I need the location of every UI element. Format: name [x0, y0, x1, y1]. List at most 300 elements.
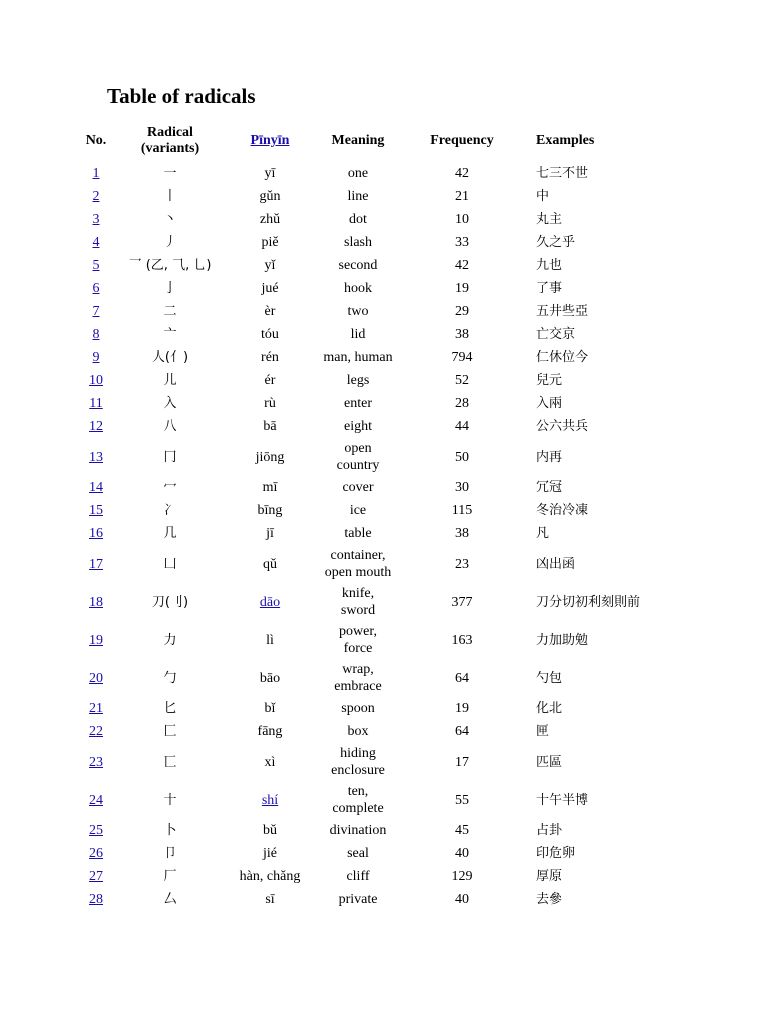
- cell-pinyin: [222, 720, 318, 743]
- cell-pinyin: [222, 346, 318, 369]
- cell-examples: 七三不世: [536, 166, 589, 181]
- table-row: [74, 697, 716, 720]
- cell-meaning: [318, 583, 398, 621]
- cell-pinyin: [222, 254, 318, 277]
- meaning-line: country: [336, 458, 380, 473]
- cell-examples: 刀分切初利刻則前: [536, 594, 641, 610]
- cell-no: [74, 438, 118, 476]
- meaning-line: spoon: [341, 701, 375, 716]
- cell-examples: 内再: [536, 449, 563, 465]
- cell-examples: 占卦: [536, 823, 563, 838]
- cell-meaning: [318, 819, 398, 842]
- radical-number-link[interactable]: 17: [89, 556, 103, 572]
- pinyin-text: jié: [263, 846, 277, 861]
- cell-no: [74, 323, 118, 346]
- cell-no: [74, 208, 118, 231]
- table-row: [74, 323, 716, 346]
- cell-frequency: 23: [455, 556, 469, 572]
- cell-no: [74, 499, 118, 522]
- cell-pinyin: [222, 888, 318, 911]
- table-row: [74, 162, 716, 185]
- cell-pinyin: [222, 438, 318, 476]
- cell-pinyin: [222, 743, 318, 781]
- cell-no: [74, 842, 118, 865]
- cell-examples: 中: [536, 189, 550, 204]
- cell-radical: 十: [163, 792, 177, 808]
- radical-number-link[interactable]: 13: [89, 449, 103, 465]
- cell-no: [74, 346, 118, 369]
- cell-frequency: 42: [455, 166, 469, 181]
- cell-radical: 一: [163, 166, 177, 181]
- radical-number-link[interactable]: 10: [89, 373, 103, 388]
- cell-meaning: [318, 392, 398, 415]
- cell-examples: 兒元: [536, 373, 563, 388]
- table-row: [74, 231, 716, 254]
- pinyin-text: jué: [261, 281, 279, 296]
- table-row: [74, 583, 716, 621]
- cell-frequency: 55: [455, 792, 469, 808]
- cell-frequency: 30: [455, 480, 469, 495]
- cell-pinyin: [222, 621, 318, 659]
- cell-radical: 乛 (乙, ⺄, ⺃): [128, 258, 212, 273]
- cell-radical: 卩: [163, 846, 177, 861]
- pinyin-text: qǔ: [263, 556, 277, 572]
- meaning-line: container,: [330, 548, 386, 563]
- cell-radical: 厶: [163, 892, 177, 907]
- cell-frequency: 38: [455, 327, 469, 342]
- cell-no: [74, 277, 118, 300]
- cell-radical: 亠: [163, 327, 177, 342]
- cell-examples: 凡: [536, 526, 550, 541]
- cell-no: [74, 743, 118, 781]
- cell-frequency: 10: [455, 212, 469, 227]
- pinyin-text: hàn, chǎng: [239, 869, 301, 884]
- cell-examples: 勺包: [536, 670, 563, 686]
- meaning-line: cover: [342, 480, 374, 495]
- table-body: [74, 162, 716, 911]
- header-frequency: Frequency: [430, 133, 494, 148]
- cell-examples: 凶出函: [536, 556, 576, 572]
- table-row: [74, 659, 716, 697]
- meaning-line: wrap,: [342, 662, 374, 677]
- cell-examples: 厚原: [536, 869, 563, 884]
- radical-number-link[interactable]: 9: [92, 350, 100, 365]
- cell-pinyin: [222, 392, 318, 415]
- pinyin-text: gǔn: [259, 189, 281, 204]
- meaning-line: enclosure: [331, 763, 385, 778]
- cell-radical: 亅: [163, 281, 177, 296]
- cell-radical: 匸: [163, 754, 177, 770]
- radical-number-link[interactable]: 19: [89, 632, 103, 648]
- cell-meaning: [318, 323, 398, 346]
- table-row: [74, 254, 716, 277]
- meaning-line: one: [347, 166, 369, 181]
- pinyin-text: rén: [261, 350, 279, 365]
- meaning-line: hiding: [340, 746, 376, 761]
- cell-radical: 丿: [163, 235, 177, 250]
- cell-radical: 几: [163, 526, 177, 541]
- cell-radical: 冂: [163, 449, 177, 465]
- cell-no: [74, 720, 118, 743]
- radical-number-link[interactable]: 20: [89, 670, 103, 686]
- cell-radical: 入: [163, 396, 177, 411]
- cell-radical: 丨: [163, 189, 177, 204]
- cell-no: [74, 254, 118, 277]
- cell-radical: 二: [163, 304, 177, 319]
- meaning-line: line: [347, 189, 369, 204]
- cell-no: [74, 300, 118, 323]
- table-row: [74, 888, 716, 911]
- cell-examples: 入兩: [536, 396, 563, 411]
- cell-meaning: [318, 300, 398, 323]
- cell-examples: 五井些亞: [536, 304, 589, 319]
- pinyin-text: bīng: [257, 503, 283, 518]
- radical-number-link[interactable]: 25: [89, 823, 103, 838]
- cell-meaning: [318, 659, 398, 697]
- meaning-line: embrace: [334, 679, 382, 694]
- cell-frequency: 45: [455, 823, 469, 838]
- cell-pinyin: [222, 583, 318, 621]
- pinyin-text: rù: [264, 396, 276, 411]
- cell-meaning: [318, 865, 398, 888]
- cell-frequency: 64: [455, 724, 469, 739]
- cell-no: [74, 865, 118, 888]
- pinyin-text: mī: [262, 480, 278, 495]
- table-row: [74, 415, 716, 438]
- cell-pinyin: [222, 545, 318, 583]
- radical-number-link[interactable]: 4: [92, 235, 100, 250]
- cell-no: [74, 185, 118, 208]
- table-row: [74, 781, 716, 819]
- radical-number-link[interactable]: 22: [89, 724, 103, 739]
- cell-frequency: 64: [455, 670, 469, 686]
- radical-number-link[interactable]: 18: [89, 594, 103, 610]
- pinyin-text: bǐ: [264, 701, 276, 716]
- cell-frequency: 42: [455, 258, 469, 273]
- cell-pinyin: [222, 300, 318, 323]
- cell-meaning: [318, 545, 398, 583]
- cell-meaning: [318, 888, 398, 911]
- cell-pinyin: [222, 208, 318, 231]
- meaning-line: power,: [339, 624, 377, 639]
- table-row: [74, 621, 716, 659]
- meaning-line: seal: [347, 846, 369, 861]
- meaning-line: cliff: [346, 869, 370, 884]
- cell-pinyin: [222, 369, 318, 392]
- cell-radical: 冫: [163, 503, 177, 518]
- header-no: No.: [85, 133, 107, 148]
- meaning-line: hook: [344, 281, 372, 296]
- cell-meaning: [318, 208, 398, 231]
- pinyin-text: fāng: [257, 724, 283, 739]
- cell-meaning: [318, 743, 398, 781]
- pinyin-link[interactable]: dāo: [259, 594, 281, 610]
- header-radical: [118, 120, 222, 162]
- table-row: [74, 208, 716, 231]
- cell-radical: 勹: [163, 670, 177, 686]
- cell-examples: 久之乎: [536, 235, 576, 250]
- meaning-line: second: [338, 258, 378, 273]
- table-row: [74, 476, 716, 499]
- cell-pinyin: [222, 522, 318, 545]
- meaning-line: divination: [329, 823, 387, 838]
- cell-meaning: [318, 231, 398, 254]
- cell-meaning: [318, 277, 398, 300]
- cell-frequency: 19: [455, 281, 469, 296]
- cell-no: [74, 162, 118, 185]
- header-radical-line1: Radical: [147, 125, 193, 140]
- table-row: [74, 300, 716, 323]
- radical-number-link[interactable]: 1: [92, 166, 100, 181]
- header-radical-line2: (variants): [140, 141, 200, 156]
- meaning-line: ten,: [347, 784, 369, 799]
- cell-frequency: 21: [455, 189, 469, 204]
- pinyin-text: xì: [264, 754, 276, 770]
- pinyin-text: bā: [263, 419, 277, 434]
- cell-no: [74, 781, 118, 819]
- pinyin-text: yī: [264, 166, 276, 181]
- cell-meaning: [318, 781, 398, 819]
- table-row: [74, 865, 716, 888]
- meaning-line: sword: [340, 603, 376, 618]
- meaning-line: ice: [349, 503, 367, 518]
- cell-examples: 丸主: [536, 212, 563, 227]
- pinyin-link[interactable]: shí: [261, 792, 279, 808]
- radical-number-link[interactable]: 6: [92, 281, 100, 296]
- cell-no: [74, 415, 118, 438]
- cell-no: [74, 621, 118, 659]
- cell-no: [74, 583, 118, 621]
- pinyin-text: zhǔ: [259, 212, 281, 227]
- cell-radical: 凵: [163, 556, 177, 572]
- cell-no: [74, 819, 118, 842]
- table-row: [74, 185, 716, 208]
- cell-examples: 十午半博: [536, 792, 589, 808]
- cell-pinyin: [222, 415, 318, 438]
- header-examples: Examples: [536, 133, 595, 148]
- radical-number-link[interactable]: 7: [92, 304, 100, 319]
- cell-examples: 亡交京: [536, 327, 576, 342]
- table-row: [74, 819, 716, 842]
- table-row: [74, 277, 716, 300]
- cell-no: [74, 392, 118, 415]
- cell-meaning: [318, 346, 398, 369]
- header-meaning: Meaning: [331, 133, 385, 148]
- cell-no: [74, 476, 118, 499]
- cell-meaning: [318, 720, 398, 743]
- cell-examples: 印危卵: [536, 846, 576, 861]
- meaning-line: open mouth: [324, 565, 392, 580]
- cell-radical: 厂: [163, 869, 177, 884]
- cell-pinyin: [222, 819, 318, 842]
- cell-examples: 匣: [536, 724, 550, 739]
- table-row: [74, 438, 716, 476]
- cell-meaning: [318, 522, 398, 545]
- table-row: [74, 545, 716, 583]
- meaning-line: complete: [332, 801, 384, 816]
- table-header-row: [74, 120, 716, 162]
- table-row: [74, 369, 716, 392]
- cell-examples: 匹區: [536, 754, 563, 770]
- cell-no: [74, 545, 118, 583]
- meaning-line: legs: [346, 373, 370, 388]
- meaning-line: box: [347, 724, 369, 739]
- pinyin-text: jī: [266, 526, 274, 541]
- cell-frequency: 44: [455, 419, 469, 434]
- cell-frequency: 52: [455, 373, 469, 388]
- meaning-line: two: [347, 304, 369, 319]
- table-row: [74, 499, 716, 522]
- cell-pinyin: [222, 162, 318, 185]
- cell-meaning: [318, 415, 398, 438]
- cell-frequency: 40: [455, 846, 469, 861]
- radicals-table: [74, 120, 716, 911]
- cell-pinyin: [222, 476, 318, 499]
- cell-examples: 公六共兵: [536, 419, 589, 434]
- cell-no: [74, 697, 118, 720]
- pinyin-text: sī: [265, 892, 275, 907]
- cell-frequency: 33: [455, 235, 469, 250]
- cell-pinyin: [222, 781, 318, 819]
- cell-no: [74, 231, 118, 254]
- cell-examples: 九也: [536, 258, 563, 273]
- table-row: [74, 392, 716, 415]
- meaning-line: slash: [344, 235, 372, 250]
- radical-number-link[interactable]: 23: [89, 754, 103, 770]
- cell-meaning: [318, 621, 398, 659]
- cell-examples: 冬治冷凍: [536, 503, 589, 518]
- cell-no: [74, 888, 118, 911]
- cell-examples: 去參: [536, 892, 563, 907]
- radical-number-link[interactable]: 21: [89, 701, 103, 716]
- pinyin-text: yǐ: [264, 258, 276, 273]
- table-row: [74, 522, 716, 545]
- radical-number-link[interactable]: 8: [92, 327, 100, 342]
- table-row: [74, 346, 716, 369]
- cell-pinyin: [222, 323, 318, 346]
- table-row: [74, 720, 716, 743]
- page-title: Table of radicals: [107, 84, 256, 108]
- cell-frequency: 28: [455, 396, 469, 411]
- meaning-line: knife,: [341, 586, 375, 601]
- cell-frequency: 17: [455, 754, 469, 770]
- cell-radical: 卜: [163, 823, 177, 838]
- meaning-line: private: [338, 892, 378, 907]
- meaning-line: dot: [349, 212, 367, 227]
- cell-meaning: [318, 369, 398, 392]
- radical-number-link[interactable]: 11: [89, 396, 103, 411]
- meaning-line: enter: [344, 396, 372, 411]
- radical-number-link[interactable]: 5: [92, 258, 100, 273]
- pinyin-text: bǔ: [263, 823, 277, 838]
- cell-pinyin: [222, 697, 318, 720]
- cell-radical: 匚: [163, 724, 177, 739]
- cell-pinyin: [222, 842, 318, 865]
- pinyin-text: lì: [266, 632, 274, 648]
- cell-pinyin: [222, 277, 318, 300]
- cell-pinyin: [222, 185, 318, 208]
- cell-pinyin: [222, 865, 318, 888]
- cell-no: [74, 369, 118, 392]
- pinyin-text: jiōng: [255, 449, 285, 465]
- cell-examples: 仁休位今: [536, 350, 589, 365]
- cell-radical: 八: [163, 419, 177, 434]
- meaning-line: eight: [344, 419, 372, 434]
- cell-meaning: [318, 438, 398, 476]
- meaning-line: lid: [350, 327, 366, 342]
- pinyin-text: ér: [264, 373, 276, 388]
- cell-frequency: 129: [451, 869, 473, 884]
- cell-radical: 力: [163, 632, 177, 648]
- radical-number-link[interactable]: 14: [89, 480, 103, 495]
- cell-frequency: 38: [455, 526, 469, 541]
- cell-no: [74, 659, 118, 697]
- cell-pinyin: [222, 659, 318, 697]
- radical-number-link[interactable]: 16: [89, 526, 103, 541]
- cell-radical: 匕: [163, 701, 177, 716]
- cell-frequency: 19: [455, 701, 469, 716]
- radical-number-link[interactable]: 2: [92, 189, 100, 204]
- radical-number-link[interactable]: 28: [89, 892, 103, 907]
- radical-number-link[interactable]: 26: [89, 846, 103, 861]
- cell-frequency: 377: [451, 594, 473, 610]
- meaning-line: table: [344, 526, 372, 541]
- cell-frequency: 163: [451, 632, 473, 648]
- cell-radical: 丶: [163, 212, 177, 227]
- cell-examples: 力加助勉: [536, 632, 589, 648]
- cell-examples: 冗冠: [536, 480, 563, 495]
- cell-examples: 了事: [536, 281, 563, 296]
- cell-frequency: 50: [455, 449, 469, 465]
- cell-frequency: 29: [455, 304, 469, 319]
- cell-radical: 刀(刂): [151, 594, 189, 610]
- cell-frequency: 794: [451, 350, 473, 365]
- cell-pinyin: [222, 499, 318, 522]
- cell-meaning: [318, 254, 398, 277]
- table-row: [74, 743, 716, 781]
- pinyin-text: bāo: [259, 670, 281, 686]
- cell-meaning: [318, 185, 398, 208]
- meaning-line: open: [344, 441, 372, 456]
- pinyin-text: tóu: [261, 327, 279, 342]
- cell-frequency: 115: [451, 503, 473, 518]
- cell-pinyin: [222, 231, 318, 254]
- cell-radical: 人(亻): [151, 350, 189, 365]
- cell-meaning: [318, 476, 398, 499]
- pinyin-text: èr: [264, 304, 276, 319]
- table-row: [74, 842, 716, 865]
- cell-meaning: [318, 162, 398, 185]
- cell-no: [74, 522, 118, 545]
- radical-number-link[interactable]: 24: [89, 792, 103, 808]
- pinyin-text: piě: [261, 235, 279, 250]
- radical-number-link[interactable]: 12: [89, 419, 103, 434]
- pinyin-header-link[interactable]: Pīnyīn: [250, 133, 290, 148]
- cell-meaning: [318, 697, 398, 720]
- cell-meaning: [318, 499, 398, 522]
- meaning-line: man, human: [323, 350, 393, 365]
- header-pinyin: [222, 120, 318, 162]
- cell-examples: 化北: [536, 701, 563, 716]
- radical-number-link[interactable]: 27: [89, 869, 103, 884]
- cell-meaning: [318, 842, 398, 865]
- radical-number-link[interactable]: 15: [89, 503, 103, 518]
- cell-radical: 儿: [163, 373, 177, 388]
- cell-radical: 冖: [163, 480, 177, 495]
- radical-number-link[interactable]: 3: [92, 212, 100, 227]
- cell-frequency: 40: [455, 892, 469, 907]
- meaning-line: force: [343, 641, 373, 656]
